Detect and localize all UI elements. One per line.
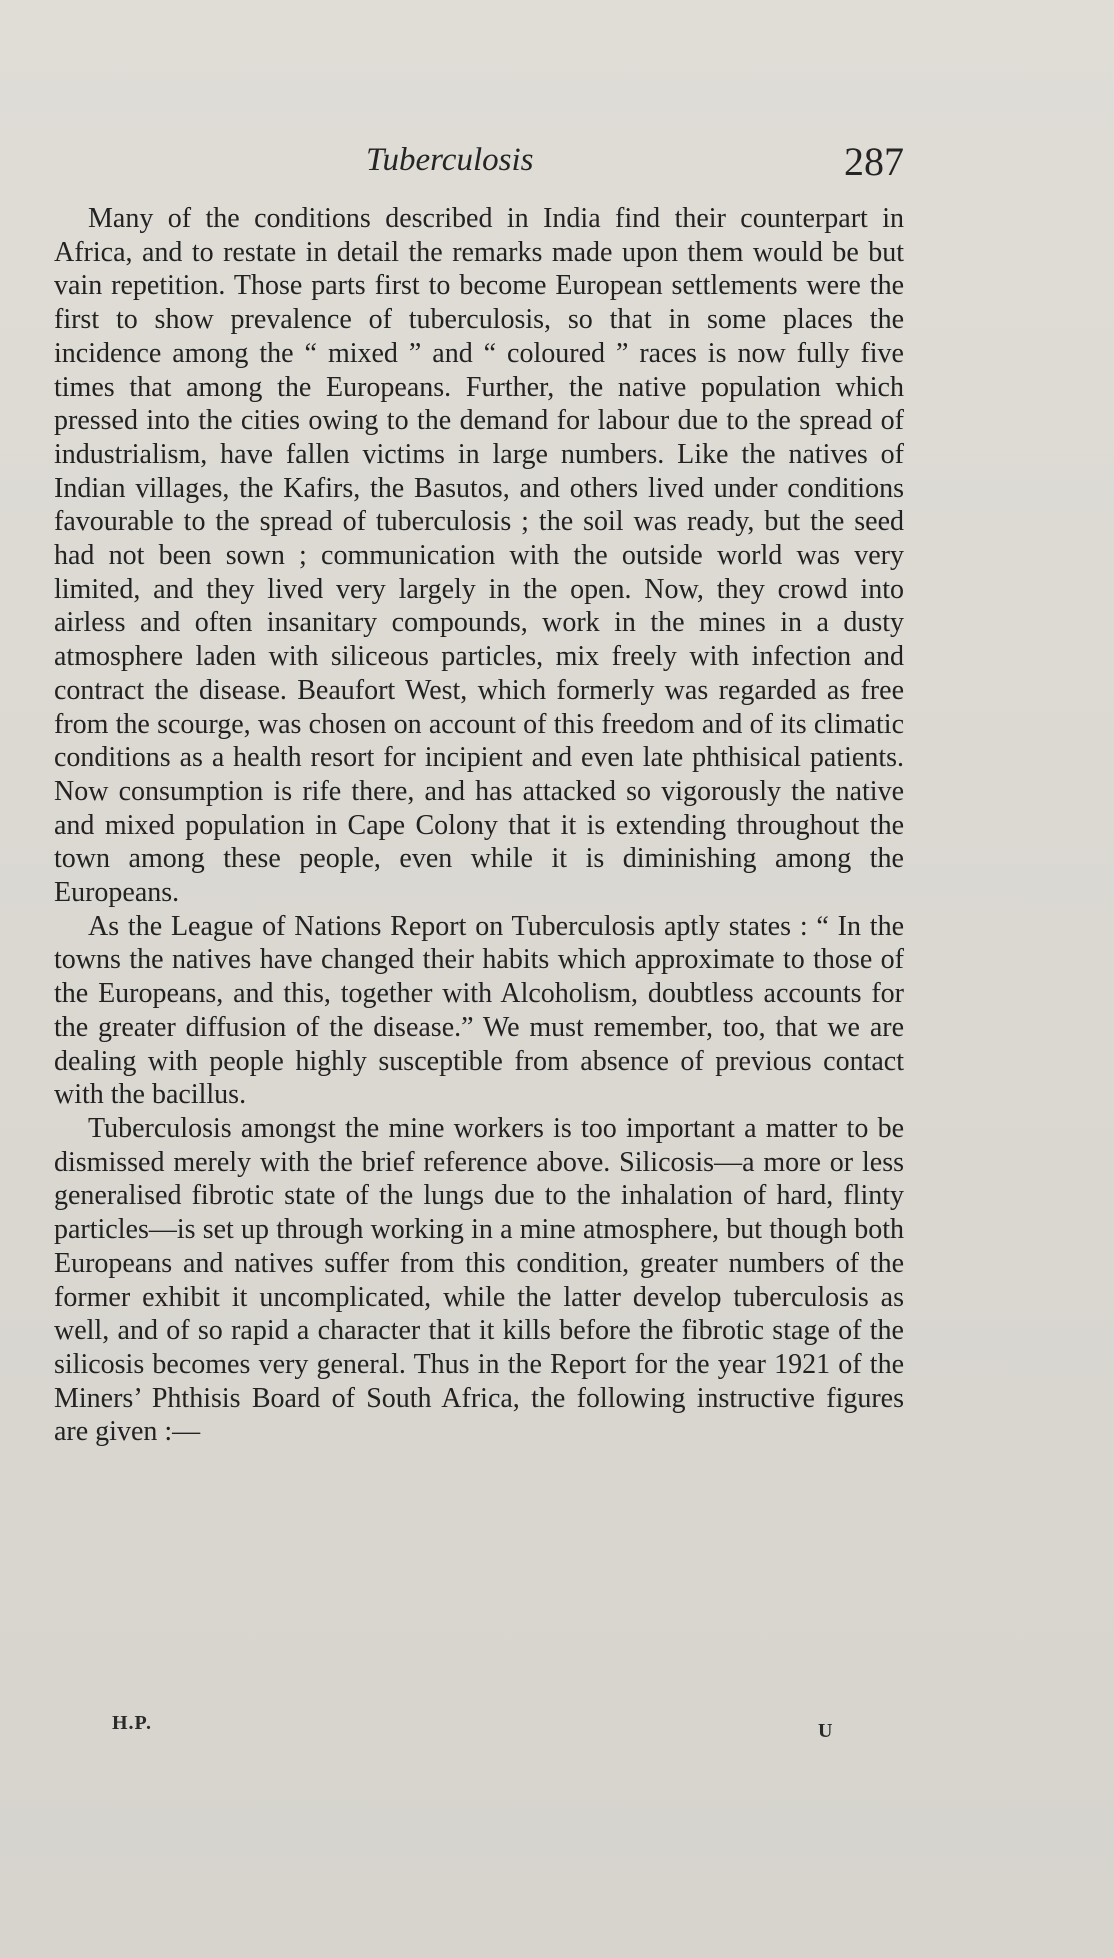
running-head: Tuberculosis: [366, 142, 534, 178]
signature-mark: H.P.: [112, 1712, 152, 1734]
body-text: [54, 202, 904, 1449]
page-footer: [54, 1708, 910, 1748]
paragraph: As the League of Nations Report on Tuberculosis aptly states : “ In the towns the natives have changed their habits which approximate to those of the Europeans, and this, together with Alcoholism, doubtless accounts for the greater diffusion of the disease.” We must remember, too, that we are dealing with people highly susceptible from absence of previous contact with the bacillus.: [54, 910, 904, 1111]
page-header: [54, 138, 910, 188]
paragraph: Many of the conditions described in India find their counterpart in Africa, and to restate in detail the remarks made upon them would be but vain repetition. Those parts first to become European settlements were the first to show prevalence of tuberculosis, so that in some places the incidence among the “ mixed ” and “ coloured ” races is now fully five times that among the Europeans. Further, the native population which pressed into the cities owing to the demand for labour due to the spread of industrialism, have fallen victims in large numbers. Like the natives of Indian villages, the Kafirs, the Basutos, and others lived under conditions favourable to the spread of tuberculosis ; the soil was ready, but the seed had not been sown ; communication with the outside world was very limited, and they lived very largely in the open. Now, they crowd into airless and often insanitary compounds, work in the mines in a dusty atmosphere laden with siliceous particles, mix freely with infection and contract the disease. Beaufort West, which formerly was regarded as free from the scourge, was chosen on account of this freedom and of its climatic conditions as a health resort for incipient and even late phthisical patients. Now consumption is rife there, and has attacked so vigorously the native and mixed population in Cape Colony that it is extending throughout the town among these people, even while it is diminishing among the Europeans.: [54, 203, 904, 909]
page-number: 287: [844, 139, 904, 184]
paragraph: Tuberculosis amongst the mine workers is too important a matter to be dismissed merely with the brief reference above. Silicosis—a more or less generalised fibrotic state of the lungs due to the inhalation of hard, flinty particles—is set up through working in a mine atmosphere, but though both Europeans and natives suffer from this condition, greater numbers of the former exhibit it uncomplicated, while the latter develop tuberculosis as well, and of so rapid a character that it kills before the fibrotic stage of the silicosis becomes very general. Thus in the Report for the year 1921 of the Miners’ Phthisis Board of South Africa, the following instructive figures are given :—: [54, 1112, 904, 1448]
gathering-signature: U: [818, 1720, 833, 1742]
